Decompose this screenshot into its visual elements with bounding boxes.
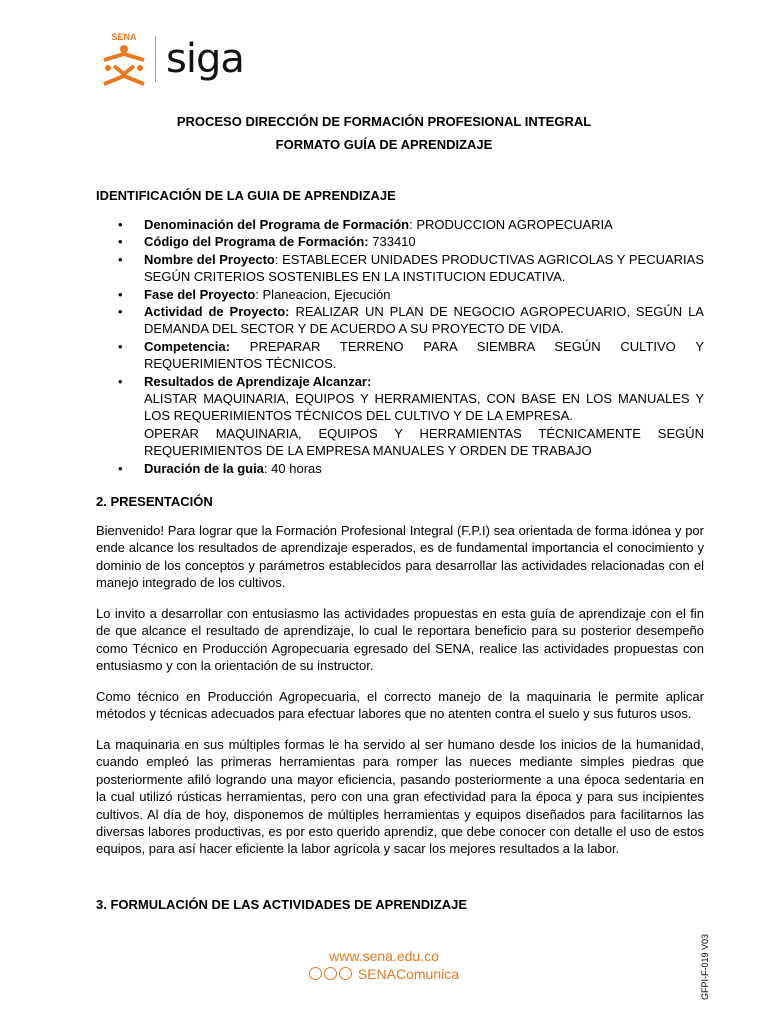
form-code: GFPI-F-019 V03 [700, 933, 710, 1000]
list-item: • Nombre del Proyecto: ESTABLECER UNIDADES PRODUCTIVAS AGRICOLAS Y PECUARIAS SEGÚN CRITERIOS SOSTENIBLES EN LA INSTITUCION EDUCATIVA. [118, 251, 704, 285]
paragraph: Lo invito a desarrollar con entusiasmo las actividades propuestas en esta guía de aprendizaje con el fin de que alcance el resultado de aprendizaje, lo cual le reportara beneficio para su posterior desempeño como Técnico en Producción Agropecuaria egresado del SENA, realice las actividades propuestas con entusiasmo y con la orientación de su instructor. [96, 606, 704, 674]
social-handle: SENAComunica [357, 966, 460, 982]
list-item: • Fase del Proyecto: Planeacion, Ejecución [118, 286, 391, 302]
footer-social [0, 966, 768, 982]
siga-logo: siga [166, 36, 244, 82]
presentation-heading: 2. PRESENTACIÓN [96, 494, 213, 509]
identification-list [96, 216, 704, 477]
list-item: • Actividad de Proyecto: REALIZAR UN PLAN DE NEGOCIO AGROPECUARIO, SEGÚN LA DEMANDA DEL SECTOR Y DE ACUERDO A SU PROYECTO DE VIDA. [118, 304, 704, 337]
social-icon[interactable] [309, 967, 322, 980]
learning-result: OPERAR MAQUINARIA, EQUIPOS Y HERRAMIENTAS TÉCNICAMENTE SEGÚN REQUERIMIENTOS DE LA EMPRESA MANUALES Y ORDEN DE TRABAJO [144, 425, 704, 459]
list-item: • Código del Programa de Formación: 733410 [118, 234, 416, 250]
list-item: • Competencia: PREPARAR TERRENO PARA SIEMBRA SEGÚN CULTIVO Y REQUERIMIENTOS TÉCNICOS. [118, 338, 704, 372]
document-title: PROCESO DIRECCIÓN DE FORMACIÓN PROFESIONAL INTEGRAL [176, 114, 592, 129]
social-icon[interactable] [324, 967, 337, 980]
learning-result: ALISTAR MAQUINARIA, EQUIPOS Y HERRAMIENTAS, CON BASE EN LOS MANUALES Y LOS REQUERIMIENTOS TÉCNICOS DEL CULTIVO Y DE LA EMPRESA. [144, 391, 704, 424]
sena-logo [96, 30, 152, 90]
paragraph: La maquinaria en sus múltiples formas le ha servido al ser humano desde los inicios de la humanidad, cuando empleó las primeras herramientas para romper las nueces mediante simples piedras que posteriormente afiló logrando una mayor eficiencia, pasando posteriormente a una época sedentaria en la cual utilizó rústicas herramientas, pero con una gran efectividad para la época y para sus incipientes cultivos. Al día de hoy, disponemos de múltiples herramientas y equipos diseñados para facilitarnos las diversas labores productivas, es por esto querido aprendiz, que debe conocer con detalle el uso de estos equipos, para así hacer eficiente la labor agrícola y sacar los mejores resultados a la labor. [96, 737, 704, 857]
formulation-heading: 3. FORMULACIÓN DE LAS ACTIVIDADES DE APRENDIZAJE [96, 897, 468, 912]
document-subtitle: FORMATO GUÍA DE APRENDIZAJE [275, 137, 493, 152]
list-item: • Resultados de Aprendizaje Alcanzar: ALISTAR MAQUINARIA, EQUIPOS Y HERRAMIENTAS, CON BASE EN LOS MANUALES Y LOS REQUERIMIENTOS TÉCNICOS DEL CULTIVO Y DE LA EMPRESA. OPERAR MAQUINARIA, EQUIPOS Y HERRAMIENTAS TÉCNICAMENTE SEGÚN REQUERIMIENTOS DE LA EMPRESA MANUALES Y ORDEN DE TRABAJO [118, 373, 704, 459]
paragraph: Como técnico en Producción Agropecuaria, el correcto manejo de la maquinaria le permite aplicar métodos y técnicas adecuados para efectuar labores que no atenten contra el suelo y sus futuros usos. [96, 689, 704, 722]
identification-heading: IDENTIFICACIÓN DE LA GUIA DE APRENDIZAJE [96, 188, 396, 203]
list-item: • Denominación del Programa de Formación: PRODUCCION AGROPECUARIA [118, 217, 613, 232]
svg-text:SENA: SENA [111, 32, 137, 42]
paragraph: Bienvenido! Para lograr que la Formación Profesional Integral (F.P.I) sea orientada de forma idónea y por ende alcance los resultados de aprendizaje esperados, es de fundamental importancia el conocimiento y dominio de los conceptos y parámetros establecidos para desarrollar las actividades relacionadas con el manejo integrado de los cultivos. [96, 523, 704, 591]
social-icon[interactable] [339, 967, 352, 980]
footer-url[interactable]: www.sena.edu.co [329, 948, 439, 964]
logo-divider [155, 36, 156, 82]
list-item: • Duración de la guia: 40 horas [118, 460, 322, 476]
